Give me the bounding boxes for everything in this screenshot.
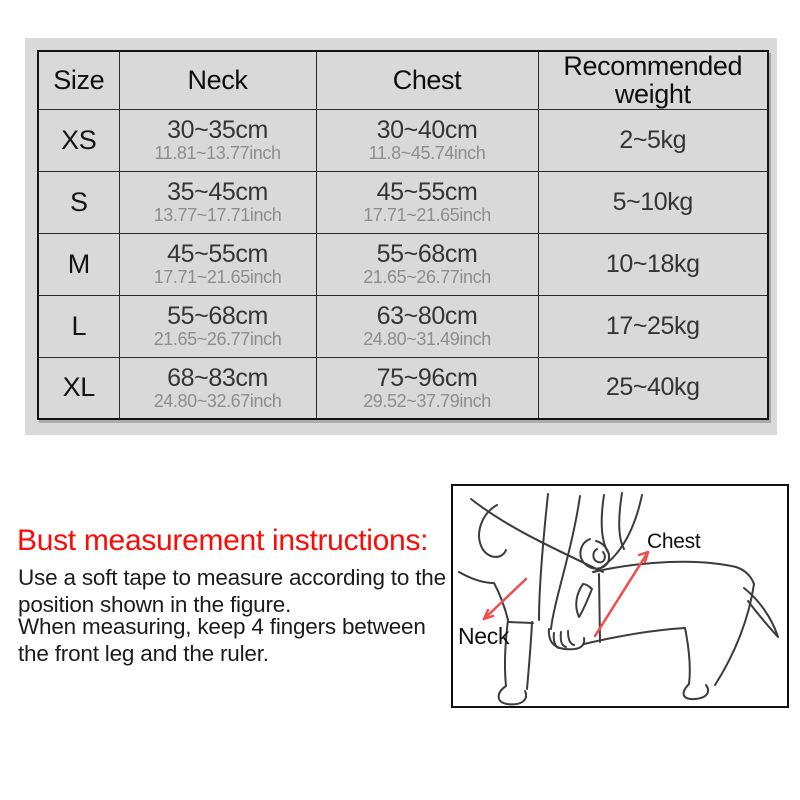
neck-value [119, 233, 316, 295]
table-header-row [38, 51, 768, 109]
neck-inch: 11.81~13.77inch [154, 143, 281, 164]
size-value: S [38, 171, 119, 233]
instructions-paragraph-2 [18, 614, 454, 667]
instructions-line: Use a soft tape to measure according to the [18, 565, 446, 590]
neck-cm: 45~55cm [167, 240, 268, 269]
size-value: L [38, 295, 119, 357]
weight-value: 2~5kg [538, 109, 768, 171]
neck-inch: 17.71~21.65inch [153, 267, 282, 288]
instructions-line: position shown in the figure. [18, 591, 292, 617]
neck-value [119, 357, 316, 419]
chest-value [316, 295, 538, 357]
chest-inch: 11.8~45.74inch [368, 143, 486, 164]
chest-inch: 29.52~37.79inch [363, 390, 491, 411]
neck-cm: 30~35cm [167, 116, 268, 145]
header-chest: Chest [316, 51, 538, 109]
neck-inch: 21.65~26.77inch [153, 329, 282, 350]
dog-line-drawing [453, 486, 787, 706]
instructions-heading: Bust measurement instructions: [17, 524, 429, 557]
neck-value [119, 109, 316, 171]
chest-value [316, 109, 538, 171]
chest-value [316, 357, 538, 419]
size-value: XL [38, 357, 119, 419]
chest-inch: 24.80~31.49inch [363, 329, 491, 350]
chest-inch: 17.71~21.65inch [363, 205, 491, 226]
weight-value: 5~10kg [538, 171, 768, 233]
chest-label: Chest [647, 530, 701, 553]
instructions-paragraph-1 [18, 565, 454, 618]
neck-cm: 35~45cm [167, 178, 268, 207]
table-row [38, 295, 768, 357]
neck-inch: 24.80~32.67inch [153, 390, 282, 411]
neck-cm: 68~83cm [167, 363, 268, 392]
chest-cm: 30~40cm [376, 116, 478, 145]
chest-cm: 63~80cm [376, 302, 478, 331]
chest-inch: 21.65~26.77inch [363, 267, 491, 288]
size-value: XS [38, 109, 119, 171]
chest-value [316, 171, 538, 233]
neck-cm: 55~68cm [167, 302, 268, 331]
neck-label: Neck [458, 623, 510, 649]
weight-value: 17~25kg [538, 295, 768, 357]
size-chart-table [37, 50, 769, 420]
table-row [38, 357, 768, 419]
chest-value [316, 233, 538, 295]
instructions-line: When measuring, keep 4 fingers between [18, 614, 426, 639]
header-weight: Recommended weight [538, 51, 768, 109]
header-size: Size [38, 51, 119, 109]
measurement-figure [451, 484, 789, 708]
chest-cm: 45~55cm [376, 178, 478, 207]
chest-cm: 55~68cm [376, 240, 478, 269]
table-row [38, 109, 768, 171]
table-row [38, 171, 768, 233]
weight-value: 25~40kg [538, 357, 768, 419]
size-value: M [38, 233, 119, 295]
neck-value [119, 295, 316, 357]
neck-value [119, 171, 316, 233]
header-neck: Neck [119, 51, 316, 109]
weight-value: 10~18kg [538, 233, 768, 295]
instructions-line: the front leg and the ruler. [18, 640, 269, 666]
table-row [38, 233, 768, 295]
neck-inch: 13.77~17.71inch [153, 205, 282, 226]
chest-cm: 75~96cm [376, 363, 478, 392]
